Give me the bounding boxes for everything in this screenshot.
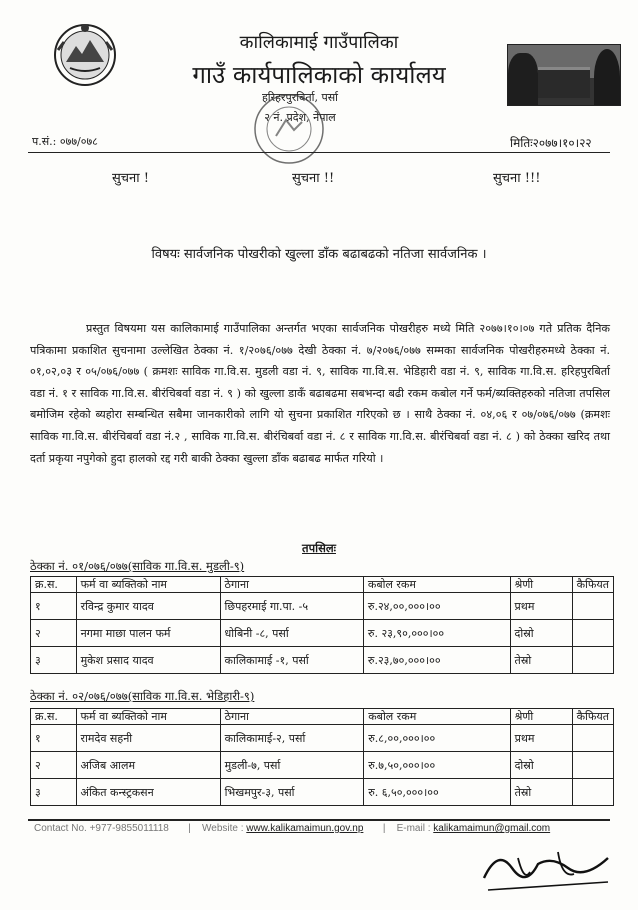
notice-heading-right: सुचना !!!	[493, 171, 541, 186]
contract-2-table	[30, 708, 614, 806]
cell-name: रामदेव सहनी	[76, 725, 220, 752]
website-link[interactable]: www.kalikamaimun.gov.np	[246, 823, 364, 834]
cell-rank: दोस्रो	[510, 620, 572, 647]
table-header-row	[31, 709, 614, 725]
officer-signature	[478, 838, 618, 902]
cell-name: अंकित कन्स्ट्रकसन	[76, 779, 220, 806]
col-name: फर्म वा ब्यक्तिको नाम	[76, 577, 220, 593]
cell-address: भिखमपुर-३, पर्सा	[220, 779, 364, 806]
address-line-1: हरिहरपुरबिर्ता, पर्सा	[261, 91, 339, 104]
office-name: गाउँ कार्यपालिकाको कार्यालय	[192, 61, 446, 89]
cell-sn: २	[31, 620, 77, 647]
cell-rank: तेस्रो	[510, 779, 572, 806]
table-row	[31, 779, 614, 806]
cell-amount: रु.७,५०,०००।००	[364, 752, 510, 779]
issue-date: मितिः२०७७।१०।२२	[510, 136, 592, 150]
notice-heading-center: सुचना !!	[292, 171, 335, 186]
header-divider	[28, 152, 610, 153]
cell-address: धोबिनी -८, पर्सा	[220, 620, 363, 647]
cell-sn: ३	[31, 779, 77, 806]
table-row	[31, 593, 614, 620]
email-link[interactable]: kalikamaimun@gmail.com	[433, 823, 551, 834]
office-stamp	[252, 92, 326, 166]
table-row	[31, 647, 614, 674]
contact-number: Contact No. +977-9855011118	[34, 823, 169, 834]
cell-rank: दोस्रो	[510, 752, 572, 779]
cell-address: कालिकामाई -१, पर्सा	[220, 647, 363, 674]
footer-separator: |	[188, 823, 191, 834]
col-rank: श्रेणी	[510, 577, 572, 593]
col-address: ठेगाना	[220, 577, 363, 593]
col-remarks: कैफियत	[572, 577, 613, 593]
col-amount: कबोल रकम	[363, 577, 510, 593]
col-sn: क्र.स.	[31, 577, 77, 593]
table-row	[31, 752, 614, 779]
notice-heading-left: सुचना !	[112, 171, 149, 186]
cell-name: मुकेश प्रसाद यादव	[76, 647, 220, 674]
cell-sn: १	[31, 725, 77, 752]
cell-remarks	[572, 752, 613, 779]
cell-address: कालिकामाई-२, पर्सा	[220, 725, 364, 752]
cell-remarks	[572, 647, 613, 674]
cell-remarks	[572, 593, 613, 620]
reference-number: प.सं.: ०७७/०७८	[32, 135, 98, 148]
cell-remarks	[572, 620, 613, 647]
contract-1-title: ठेक्का नं. ०१/०७६/०७७(साविक गा.वि.स. मुडली-९)	[30, 559, 245, 573]
cell-remarks	[572, 725, 613, 752]
cell-sn: २	[31, 752, 77, 779]
notice-body: प्रस्तुत विषयमा यस कालिकामाई गाउँपालिका अन्तर्गत भएका सार्वजनिक पोखरीहरु मध्ये मिति २०७७।१०।०७ गते प्रतिक दैनिक पत्रिकामा प्रकाशित सुचनामा उल्लेखित ठेक्का नं. १/२०७६/०७७ देखी ठेक्का नं. ७/२०७६/०७७ सम्मका सार्वजनिक पोखरीहरुमध्ये ठेक्का नं. ०१,०२,०३ र ०५/०७६/०७७ ( क्रमशः साविक गा.वि.स. मुडली वडा नं. ९, साविक गा.वि.स. भेडिहारी वडा नं. ९, साविक गा.वि.स. हरिहपुरबिर्ता वडा नं. १ र साविक गा.वि.स. बीरंचिबर्वा वडा नं. ९ ) को खुल्ला डाकँ बढाबढमा सबभन्दा बढी रकम कबोल गर्ने फर्म/ब्यक्तिहरुको नतिजा तपसिल बमोजिम रहेको ब्यहोरा सम्बन्धित सबैमा जानकारीको लागि यो सुचना प्रकाशित गरिएको छ । साथै ठेक्का नं. ०४,०६ र ०७/०७६/०७७ (क्रमशः साविक गा.वि.स. बीरंचिबर्वा वडा नं.२ , साविक गा.वि.स. बीरंचिबर्वा वडा नं. ८ र साविक गा.वि.स. बीरंचिबर्वा वडा नं. ८ ) को ठेक्का खरिद तथा दर्ता प्रकृया नपुगेको हुदा हालको रद्द गरी बाकी ठेक्का खुल्ला डाँक बढाबढ मार्फत गरियो ।	[30, 322, 610, 465]
col-remarks: कैफियत	[572, 709, 613, 725]
table-row	[31, 620, 614, 647]
col-sn: क्र.स.	[31, 709, 77, 725]
subject-line: विषयः सार्वजनिक पोखरीको खुल्ला डाँक बढाबढको नतिजा सार्वजनिक ।	[151, 247, 487, 262]
municipality-name: कालिकामाई गाउँपालिका	[239, 32, 399, 53]
cell-amount: रु.२३,७०,०००।००	[363, 647, 510, 674]
cell-amount: रु. ६,५०,०००।००	[364, 779, 510, 806]
contract-2-title: ठेक्का नं. ०२/०७६/०७७(साविक गा.वि.स. भेडिहारी-९)	[30, 689, 255, 703]
footer-separator: |	[382, 823, 386, 834]
col-address: ठेगाना	[220, 709, 364, 725]
table-header-row	[31, 577, 614, 593]
cell-rank: तेस्रो	[510, 647, 572, 674]
address-line-2: २ नं. प्रदेश, नेपाल	[264, 111, 336, 124]
cell-name: रविन्द्र कुमार यादव	[76, 593, 220, 620]
cell-amount: रु. २३,९०,०००।००	[363, 620, 510, 647]
cell-sn: ३	[31, 647, 77, 674]
website-label: Website :	[202, 823, 244, 834]
col-amount: कबोल रकम	[364, 709, 510, 725]
cell-sn: १	[31, 593, 77, 620]
cell-rank: प्रथम	[510, 593, 572, 620]
cell-rank: प्रथम	[510, 725, 572, 752]
tapsil-heading: तपसिलः	[302, 541, 336, 555]
col-name: फर्म वा ब्यक्तिको नाम	[76, 709, 220, 725]
table-row	[31, 725, 614, 752]
contract-1-table	[30, 576, 614, 674]
footer	[34, 823, 550, 834]
cell-address: छिपहरमाई गा.पा. -५	[220, 593, 363, 620]
cell-amount: रु.२४,००,०००।००	[363, 593, 510, 620]
cell-name: अजिब आलम	[76, 752, 220, 779]
cell-name: नगमा माछा पालन फर्म	[76, 620, 220, 647]
email-label: E-mail :	[396, 823, 431, 834]
cell-amount: रु.८,००,०००।००	[364, 725, 510, 752]
cell-address: मुडली-७, पर्सा	[220, 752, 364, 779]
footer-divider	[28, 819, 610, 821]
cell-remarks	[572, 779, 613, 806]
col-rank: श्रेणी	[510, 709, 572, 725]
